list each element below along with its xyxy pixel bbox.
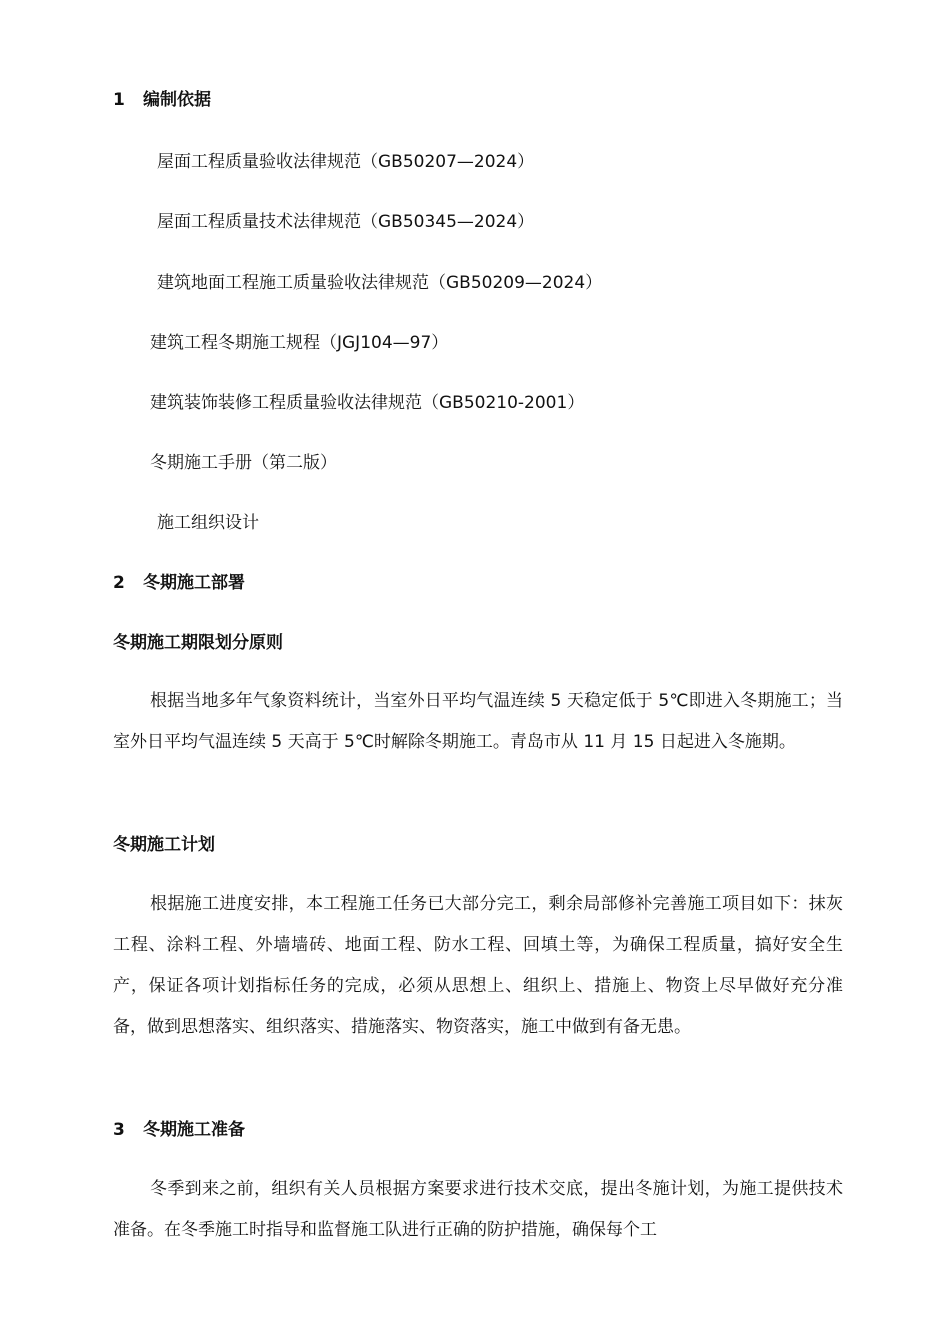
preparation-paragraph: 冬季到来之前，组织有关人员根据方案要求进行技术交底，提出冬施计划，为施工提供技术准备。在冬季施工时指导和监督施工队进行正确的防护措施，确保每个工 xyxy=(113,1179,843,1240)
reference-item: 屋面工程质量技术法律规范（GB50345—2024） xyxy=(157,212,535,232)
section-3-heading xyxy=(113,1118,245,1142)
section-3-number: 3 xyxy=(113,1120,125,1140)
section-1-heading xyxy=(113,88,211,112)
period-paragraph: 根据当地多年气象资料统计，当室外日平均气温连续 5 天稳定低于 5℃即进入冬期施工；当室外日平均气温连续 5 天高于 5℃时解除冬期施工。青岛市从 11 月 15 日起进入冬施期。 xyxy=(113,691,843,752)
section-3-title: 冬期施工准备 xyxy=(143,1120,245,1140)
section-1-title: 编制依据 xyxy=(143,90,211,110)
reference-item: 建筑工程冬期施工规程（JGJ104—97） xyxy=(150,333,449,353)
reference-item: 建筑装饰装修工程质量验收法律规范（GB50210-2001） xyxy=(150,393,585,413)
plan-paragraph: 根据施工进度安排，本工程施工任务已大部分完工，剩余局部修补完善施工项目如下：抹灰工程、涂料工程、外墙墙砖、地面工程、防水工程、回填土等，为确保工程质量，搞好安全生产，保证各项计划指标任务的完成，必须从思想上、组织上、措施上、物资上尽早做好充分准备，做到思想落实、组织落实、措施落实、物资落实，施工中做到有备无患。 xyxy=(113,894,843,1037)
reference-item: 施工组织设计 xyxy=(157,513,259,533)
section-2-title: 冬期施工部署 xyxy=(143,573,245,593)
subsection-period-title: 冬期施工期限划分原则 xyxy=(113,633,283,653)
subsection-plan-title: 冬期施工计划 xyxy=(113,835,215,855)
reference-item: 建筑地面工程施工质量验收法律规范（GB50209—2024） xyxy=(157,273,603,293)
section-2-number: 2 xyxy=(113,573,125,593)
section-2-heading xyxy=(113,571,245,595)
section-1-number: 1 xyxy=(113,90,125,110)
reference-item: 冬期施工手册（第二版） xyxy=(150,453,337,473)
reference-item: 屋面工程质量验收法律规范（GB50207—2024） xyxy=(157,152,535,172)
